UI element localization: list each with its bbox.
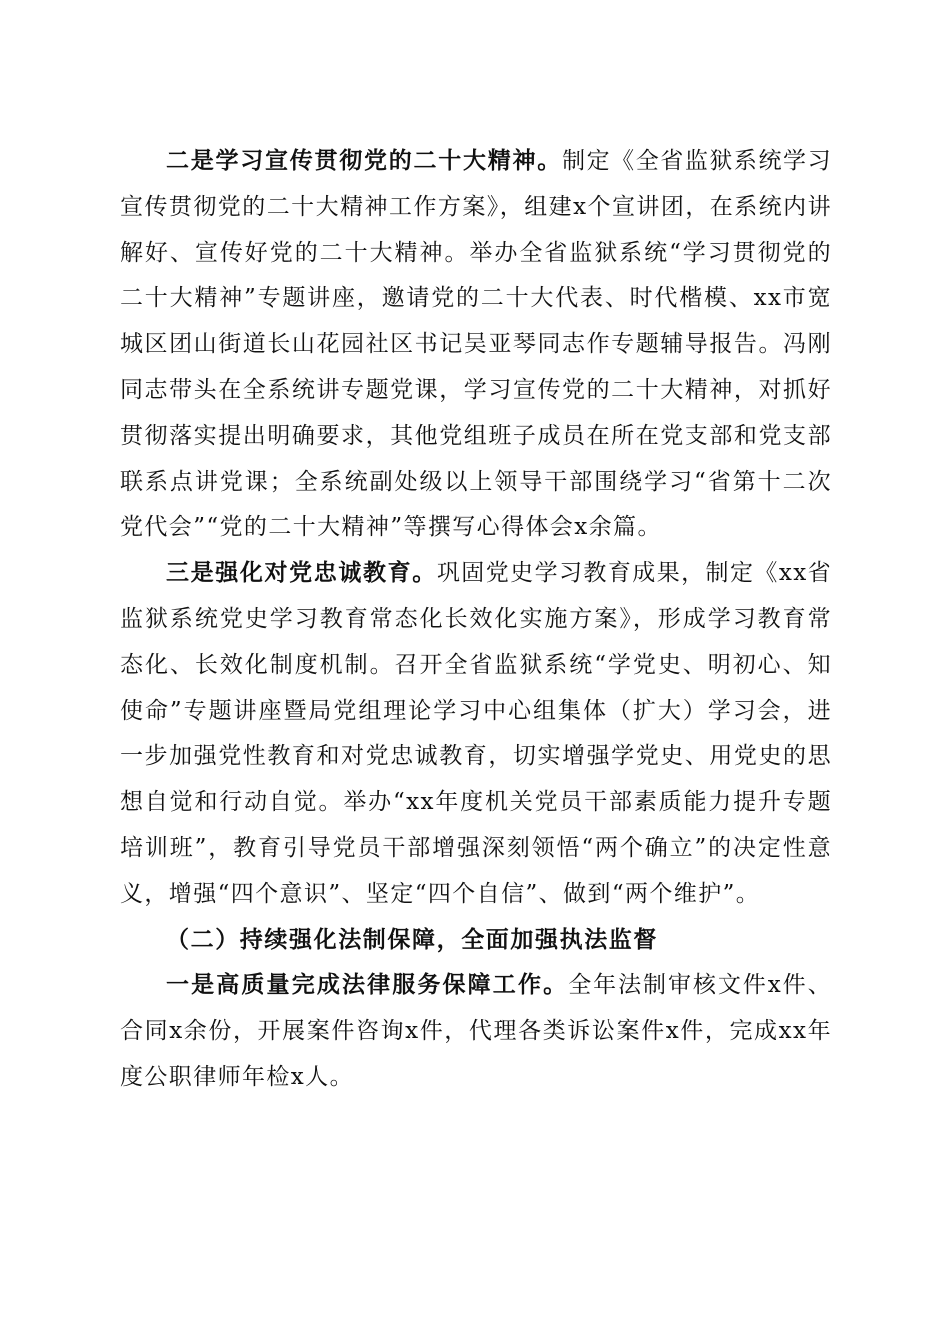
paragraph-lead: 一是高质量完成法律服务保障工作。 [166, 972, 569, 999]
paragraph-lead: 三是强化对党忠诚教育。 [166, 560, 437, 587]
paragraph-loyalty-education [120, 551, 832, 917]
section-heading: （二）持续强化法制保障，全面加强执法监督 [166, 926, 658, 953]
paragraph-lead: 二是学习宣传贯彻党的二十大精神。 [166, 148, 563, 174]
paragraph-study-twentieth-congress [120, 139, 832, 551]
paragraph-body: 制定《全省监狱系统学习宣传贯彻党的二十大精神工作方案》，组建x个宣讲团，在系统内讲解好、宣传好党的二十大精神。举办全省监狱系统“学习贯彻党的二十大精神”专题讲座，邀请党的二十大代表、时代楷模、xx市宽城区团山街道长山花园社区书记吴亚琴同志作专题辅导报告。冯刚同志带头在全系统讲专题党课，学习宣传党的二十大精神，对抓好贯彻落实提出明确要求，其他党组班子成员在所在党支部和党支部联系点讲党课；全系统副处级以上领导干部围绕学习“省第十二次党代会”“党的二十大精神”等撰写心得体会x余篇。 [120, 148, 832, 541]
document-body [120, 139, 832, 1101]
paragraph-body: 巩固党史学习教育成果，制定《xx省监狱系统党史学习教育常态化长效化实施方案》，形成学习教育常态化、长效化制度机制。召开全省监狱系统“学党史、明初心、知使命”专题讲座暨局党组理论学习中心组集体（扩大）学习会，进一步加强党性教育和对党忠诚教育，切实增强学党史、用党史的思想自觉和行动自觉。举办“xx年度机关党员干部素质能力提升专题培训班”，教育引导党员干部增强深刻领悟“两个确立”的决定性意义，增强“四个意识”、坚定“四个自信”、做到“两个维护”。 [120, 560, 832, 907]
paragraph-body: 全年法制审核文件x件、合同x余份，开展案件咨询x件，代理各类诉讼案件x件，完成xx年度公职律师年检x人。 [120, 972, 832, 1090]
paragraph-legal-services [120, 963, 832, 1100]
